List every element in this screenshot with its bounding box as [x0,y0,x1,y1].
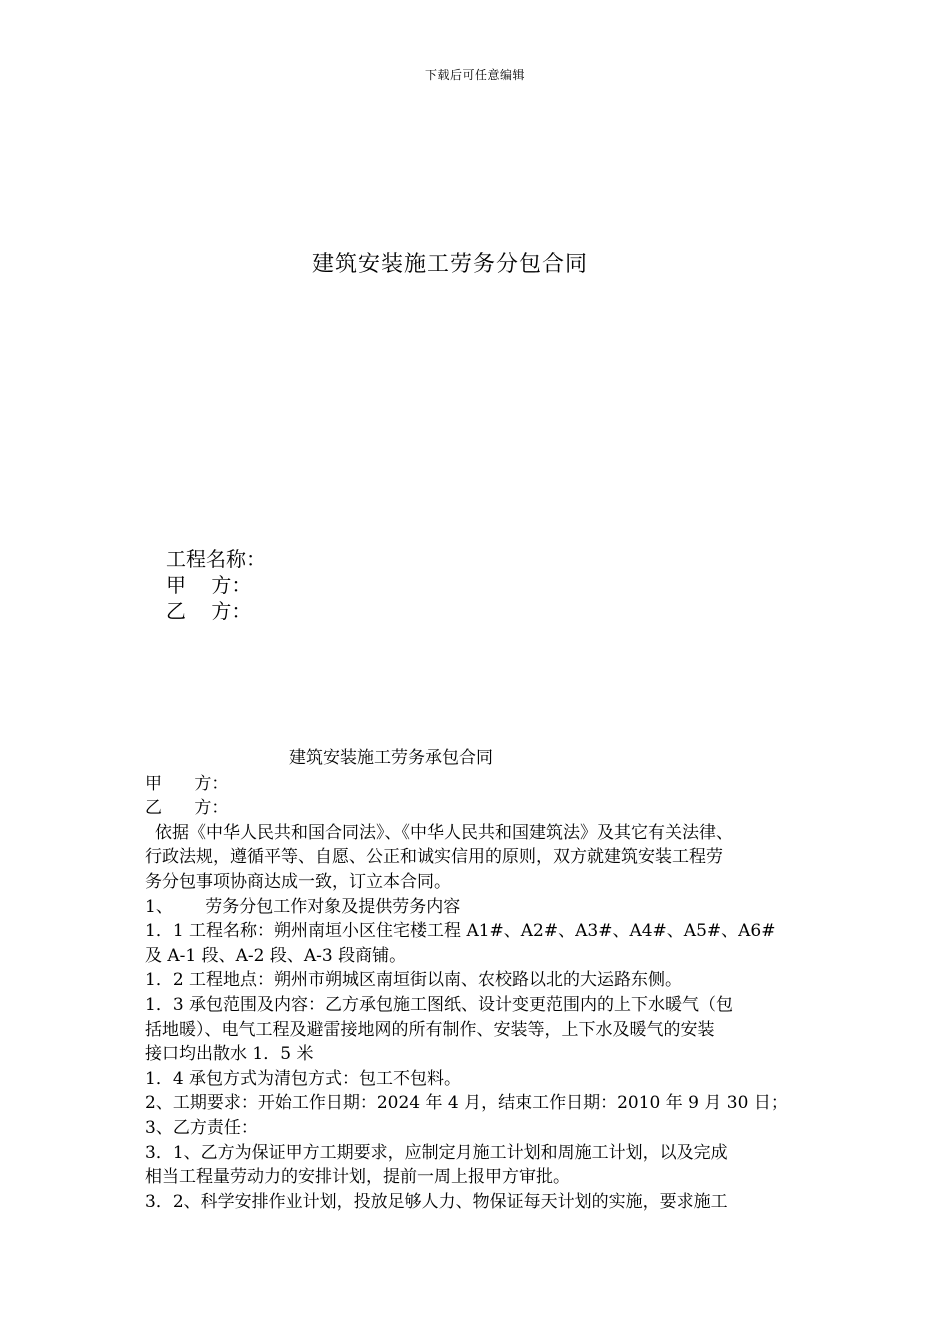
cover-field-project-name: 工程名称： [166,547,266,571]
body-line: 1．1 工程名称：朔州南垣小区住宅楼工程 A1#、A2#、A3#、A4#、A5#、A6# [145,921,776,942]
body-line: 1．3 承包范围及内容：乙方承包施工图纸、设计变更范围内的上下水暖气（包 [145,994,734,1015]
body-line: 括地暖）、电气工程及避雷接地网的所有制作、安装等，上下水及暖气的安装 [145,1019,715,1040]
body-line: 接口均出散水 1．5 米 [145,1044,314,1065]
body-line: 务分包事项协商达成一致，订立本合同。 [145,871,451,892]
body-line: 3．2、科学安排作业计划，投放足够人力、物保证每天计划的实施，要求施工 [145,1191,728,1212]
section-heading: 2、工期要求：开始工作日期：2024 年 4 月，结束工作日期：2010 年 9 月 30 日； [145,1093,788,1114]
body-line: 相当工程量劳动力的安排计划，提前一周上报甲方审批。 [145,1167,570,1188]
body-line: 1．4 承包方式为清包方式：包工不包料。 [145,1068,462,1089]
body-line: 及 A-1 段、A-2 段、A-3 段商铺。 [145,945,407,966]
cover-title: 建筑安装施工劳务分包合同 [312,252,589,277]
section-heading: 3、乙方责任： [145,1117,258,1138]
cover-fields [166,546,266,624]
body-line: 依据《中华人民共和国合同法》、《中华人民共和国建筑法》及其它有关法律、 [155,822,733,843]
cover-field-party-a: 甲 方： [166,573,252,597]
body-line: 1．2 工程地点：朔州市朔城区南垣街以南、农校路以北的大运路东侧。 [145,970,683,991]
party-b-line: 乙 方： [145,798,229,819]
contract-title: 建筑安装施工劳务承包合同 [289,748,493,768]
section-heading: 1、 劳务分包工作对象及提供劳务内容 [145,896,461,917]
contract-body [145,746,815,1214]
cover-field-party-b: 乙 方： [166,599,252,623]
body-line: 3．1、乙方为保证甲方工期要求，应制定月施工计划和周施工计划，以及完成 [145,1142,728,1163]
body-line: 行政法规，遵循平等、自愿、公正和诚实信用的原则，双方就建筑安装工程劳 [145,847,723,868]
header-note: 下载后可任意编辑 [424,68,525,82]
party-a-line: 甲 方： [145,773,229,794]
